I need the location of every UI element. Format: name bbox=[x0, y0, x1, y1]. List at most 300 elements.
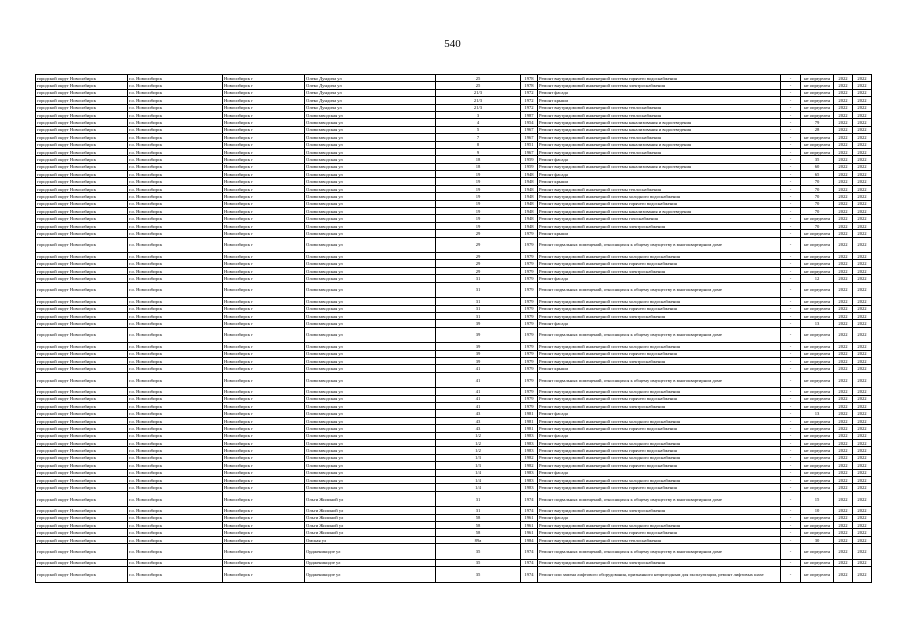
house-number-cell: 35 bbox=[436, 567, 521, 583]
district-cell: городской округ Новосибирск bbox=[36, 507, 128, 514]
locality-cell: Новосибирск г bbox=[223, 358, 305, 365]
cost-cell: не определен bbox=[801, 417, 834, 424]
house-number-cell: 39 bbox=[436, 350, 521, 357]
work-type-cell: Ремонт фасада bbox=[538, 275, 781, 282]
page-number: 540 bbox=[444, 38, 461, 50]
dash-cell: - bbox=[781, 178, 801, 185]
city-cell: г.о. Новосибирск bbox=[128, 282, 223, 298]
work-type-cell: Ремонт внутридомовой инженерной системы электроснабжения bbox=[538, 82, 781, 89]
district-cell: городской округ Новосибирск bbox=[36, 365, 128, 372]
start-year-cell: 2022 bbox=[834, 253, 853, 260]
end-year-cell: 2022 bbox=[853, 320, 872, 327]
cost-cell: не определен bbox=[801, 372, 834, 388]
house-number-cell: 1/2 bbox=[436, 432, 521, 439]
street-cell: Ольги Жилиной ул bbox=[305, 491, 436, 507]
end-year-cell: 2022 bbox=[853, 104, 872, 111]
district-cell: городской округ Новосибирск bbox=[36, 410, 128, 417]
table-row bbox=[36, 529, 872, 536]
locality-cell: Новосибирск г bbox=[223, 312, 305, 319]
street-cell: Оловозаводская ул bbox=[305, 327, 436, 343]
street-cell: Оловозаводская ул bbox=[305, 476, 436, 483]
cost-cell: не определен bbox=[801, 75, 834, 82]
house-number-cell: 89а bbox=[436, 536, 521, 543]
district-cell: городской округ Новосибирск bbox=[36, 388, 128, 395]
house-number-cell: 31 bbox=[436, 507, 521, 514]
street-cell: Оловозаводская ул bbox=[305, 447, 436, 454]
end-year-cell: 2022 bbox=[853, 305, 872, 312]
street-cell: Оловозаводская ул bbox=[305, 260, 436, 267]
start-year-cell: 2022 bbox=[834, 171, 853, 178]
end-year-cell: 2022 bbox=[853, 567, 872, 583]
street-cell: Оловозаводская ул bbox=[305, 134, 436, 141]
locality-cell: Новосибирск г bbox=[223, 388, 305, 395]
locality-cell: Новосибирск г bbox=[223, 215, 305, 222]
cost-cell: не определен bbox=[801, 440, 834, 447]
build-year-cell: 1979 bbox=[521, 350, 538, 357]
street-cell: Олеко Дундича ул bbox=[305, 104, 436, 111]
locality-cell: Новосибирск г bbox=[223, 491, 305, 507]
build-year-cell: 1984 bbox=[521, 536, 538, 543]
start-year-cell: 2022 bbox=[834, 365, 853, 372]
dash-cell: - bbox=[781, 559, 801, 566]
start-year-cell: 2022 bbox=[834, 417, 853, 424]
street-cell: Оловозаводская ул bbox=[305, 305, 436, 312]
work-type-cell: Ремонт подвальных помещений, относящихся к общему имуществу в многоквартирном доме bbox=[538, 327, 781, 343]
city-cell: г.о. Новосибирск bbox=[128, 514, 223, 521]
district-cell: городской округ Новосибирск bbox=[36, 484, 128, 491]
house-number-cell: 1/3 bbox=[436, 454, 521, 461]
city-cell: г.о. Новосибирск bbox=[128, 484, 223, 491]
street-cell: Омская ул bbox=[305, 536, 436, 543]
end-year-cell: 2022 bbox=[853, 171, 872, 178]
cost-cell: не определен bbox=[801, 148, 834, 155]
start-year-cell: 2022 bbox=[834, 567, 853, 583]
build-year-cell: 1959 bbox=[521, 156, 538, 163]
build-year-cell: 1978 bbox=[521, 82, 538, 89]
table-row bbox=[36, 267, 872, 274]
start-year-cell: 2022 bbox=[834, 222, 853, 229]
street-cell: Оловозаводская ул bbox=[305, 454, 436, 461]
street-cell: Оловозаводская ул bbox=[305, 171, 436, 178]
cost-cell: не определен bbox=[801, 343, 834, 350]
work-type-cell: Ремонт фасада bbox=[538, 320, 781, 327]
street-cell: Ольги Жилиной ул bbox=[305, 514, 436, 521]
city-cell: г.о. Новосибирск bbox=[128, 193, 223, 200]
work-type-cell: Ремонт фасада bbox=[538, 156, 781, 163]
table-row bbox=[36, 75, 872, 82]
cost-cell: 13 bbox=[801, 320, 834, 327]
city-cell: г.о. Новосибирск bbox=[128, 267, 223, 274]
table-row bbox=[36, 395, 872, 402]
city-cell: г.о. Новосибирск bbox=[128, 126, 223, 133]
end-year-cell: 2022 bbox=[853, 282, 872, 298]
work-type-cell: Ремонт внутридомовой инженерной системы горячего водоснабжения bbox=[538, 305, 781, 312]
work-type-cell: Ремонт подвальных помещений, относящихся к общему имуществу в многоквартирном доме bbox=[538, 237, 781, 253]
end-year-cell: 2022 bbox=[853, 454, 872, 461]
start-year-cell: 2022 bbox=[834, 215, 853, 222]
dash-cell: - bbox=[781, 222, 801, 229]
table-row bbox=[36, 141, 872, 148]
work-type-cell: Ремонт фасада bbox=[538, 469, 781, 476]
work-type-cell: Ремонт внутридомовой инженерной системы горячего водоснабжения bbox=[538, 484, 781, 491]
end-year-cell: 2022 bbox=[853, 89, 872, 96]
district-cell: городской округ Новосибирск bbox=[36, 544, 128, 560]
dash-cell: - bbox=[781, 215, 801, 222]
locality-cell: Новосибирск г bbox=[223, 522, 305, 529]
house-number-cell: 1/2 bbox=[436, 447, 521, 454]
build-year-cell: 1979 bbox=[521, 253, 538, 260]
locality-cell: Новосибирск г bbox=[223, 514, 305, 521]
dash-cell: - bbox=[781, 372, 801, 388]
end-year-cell: 2022 bbox=[853, 559, 872, 566]
start-year-cell: 2022 bbox=[834, 141, 853, 148]
build-year-cell: 1959 bbox=[521, 163, 538, 170]
cost-cell: не определен bbox=[801, 134, 834, 141]
table-row bbox=[36, 507, 872, 514]
start-year-cell: 2022 bbox=[834, 185, 853, 192]
end-year-cell: 2022 bbox=[853, 484, 872, 491]
street-cell: Ольги Жилиной ул bbox=[305, 522, 436, 529]
build-year-cell: 1967 bbox=[521, 134, 538, 141]
end-year-cell: 2022 bbox=[853, 178, 872, 185]
end-year-cell: 2022 bbox=[853, 507, 872, 514]
house-number-cell: 39 bbox=[436, 320, 521, 327]
locality-cell: Новосибирск г bbox=[223, 484, 305, 491]
end-year-cell: 2022 bbox=[853, 514, 872, 521]
dash-cell: - bbox=[781, 111, 801, 118]
house-number-cell: 29 bbox=[436, 260, 521, 267]
build-year-cell: 1974 bbox=[521, 559, 538, 566]
dash-cell: - bbox=[781, 462, 801, 469]
street-cell: Олеко Дундича ул bbox=[305, 89, 436, 96]
build-year-cell: 1979 bbox=[521, 343, 538, 350]
build-year-cell: 1961 bbox=[521, 529, 538, 536]
table-row bbox=[36, 156, 872, 163]
start-year-cell: 2022 bbox=[834, 193, 853, 200]
house-number-cell: 1/4 bbox=[436, 476, 521, 483]
city-cell: г.о. Новосибирск bbox=[128, 388, 223, 395]
house-number-cell: 1/3 bbox=[436, 462, 521, 469]
district-cell: городской округ Новосибирск bbox=[36, 476, 128, 483]
city-cell: г.о. Новосибирск bbox=[128, 215, 223, 222]
house-number-cell: 41 bbox=[436, 365, 521, 372]
locality-cell: Новосибирск г bbox=[223, 440, 305, 447]
cost-cell: 70 bbox=[801, 185, 834, 192]
table-row bbox=[36, 491, 872, 507]
cost-cell: не определен bbox=[801, 82, 834, 89]
start-year-cell: 2022 bbox=[834, 282, 853, 298]
house-number-cell: 39 bbox=[436, 358, 521, 365]
build-year-cell: 1972 bbox=[521, 89, 538, 96]
work-type-cell: Ремонт внутридомовой инженерной системы электроснабжения bbox=[538, 267, 781, 274]
street-cell: Ольги Жилиной ул bbox=[305, 507, 436, 514]
dash-cell: - bbox=[781, 522, 801, 529]
table-row bbox=[36, 215, 872, 222]
city-cell: г.о. Новосибирск bbox=[128, 417, 223, 424]
dash-cell: - bbox=[781, 298, 801, 305]
district-cell: городской округ Новосибирск bbox=[36, 141, 128, 148]
start-year-cell: 2022 bbox=[834, 476, 853, 483]
end-year-cell: 2022 bbox=[853, 395, 872, 402]
district-cell: городской округ Новосибирск bbox=[36, 454, 128, 461]
build-year-cell: 1951 bbox=[521, 141, 538, 148]
district-cell: городской округ Новосибирск bbox=[36, 148, 128, 155]
house-number-cell: 1/4 bbox=[436, 469, 521, 476]
street-cell: Оловозаводская ул bbox=[305, 417, 436, 424]
start-year-cell: 2022 bbox=[834, 89, 853, 96]
build-year-cell: 1948 bbox=[521, 222, 538, 229]
build-year-cell: 1979 bbox=[521, 327, 538, 343]
end-year-cell: 2022 bbox=[853, 469, 872, 476]
start-year-cell: 2022 bbox=[834, 267, 853, 274]
table-row bbox=[36, 230, 872, 237]
district-cell: городской округ Новосибирск bbox=[36, 89, 128, 96]
street-cell: Оловозаводская ул bbox=[305, 469, 436, 476]
house-number-cell: 8 bbox=[436, 141, 521, 148]
dash-cell: - bbox=[781, 417, 801, 424]
street-cell: Оловозаводская ул bbox=[305, 440, 436, 447]
start-year-cell: 2022 bbox=[834, 447, 853, 454]
table-row bbox=[36, 388, 872, 395]
house-number-cell: 39 bbox=[436, 343, 521, 350]
city-cell: г.о. Новосибирск bbox=[128, 148, 223, 155]
build-year-cell: 1982 bbox=[521, 462, 538, 469]
locality-cell: Новосибирск г bbox=[223, 469, 305, 476]
work-type-cell: Ремонт фасада bbox=[538, 171, 781, 178]
start-year-cell: 2022 bbox=[834, 260, 853, 267]
cost-cell: не определен bbox=[801, 544, 834, 560]
table-row bbox=[36, 559, 872, 566]
cost-cell: не определен bbox=[801, 89, 834, 96]
dash-cell: - bbox=[781, 395, 801, 402]
end-year-cell: 2022 bbox=[853, 237, 872, 253]
work-type-cell: Ремонт фасада bbox=[538, 410, 781, 417]
locality-cell: Новосибирск г bbox=[223, 163, 305, 170]
city-cell: г.о. Новосибирск bbox=[128, 469, 223, 476]
table-row bbox=[36, 134, 872, 141]
house-number-cell: 31 bbox=[436, 282, 521, 298]
build-year-cell: 1983 bbox=[521, 440, 538, 447]
locality-cell: Новосибирск г bbox=[223, 267, 305, 274]
dash-cell: - bbox=[781, 350, 801, 357]
table-row bbox=[36, 119, 872, 126]
table-row bbox=[36, 208, 872, 215]
city-cell: г.о. Новосибирск bbox=[128, 320, 223, 327]
build-year-cell: 1979 bbox=[521, 282, 538, 298]
district-cell: городской округ Новосибирск bbox=[36, 275, 128, 282]
start-year-cell: 2022 bbox=[834, 75, 853, 82]
table-row bbox=[36, 536, 872, 543]
work-type-cell: Ремонт внутридомовой инженерной системы электроснабжения bbox=[538, 559, 781, 566]
street-cell: Олеко Дундича ул bbox=[305, 97, 436, 104]
street-cell: Оловозаводская ул bbox=[305, 230, 436, 237]
city-cell: г.о. Новосибирск bbox=[128, 111, 223, 118]
dash-cell: - bbox=[781, 447, 801, 454]
dash-cell: - bbox=[781, 156, 801, 163]
street-cell: Оловозаводская ул bbox=[305, 222, 436, 229]
build-year-cell: 1961 bbox=[521, 522, 538, 529]
city-cell: г.о. Новосибирск bbox=[128, 260, 223, 267]
house-number-cell: 21/3 bbox=[436, 89, 521, 96]
cost-cell: не определен bbox=[801, 447, 834, 454]
table-row bbox=[36, 432, 872, 439]
cost-cell: 28 bbox=[801, 126, 834, 133]
end-year-cell: 2022 bbox=[853, 215, 872, 222]
city-cell: г.о. Новосибирск bbox=[128, 567, 223, 583]
table-row bbox=[36, 298, 872, 305]
build-year-cell: 1979 bbox=[521, 312, 538, 319]
house-number-cell: 41 bbox=[436, 403, 521, 410]
start-year-cell: 2022 bbox=[834, 403, 853, 410]
street-cell: Оловозаводская ул bbox=[305, 312, 436, 319]
locality-cell: Новосибирск г bbox=[223, 141, 305, 148]
house-number-cell: 31 bbox=[436, 491, 521, 507]
street-cell: Ордженикидзе ул bbox=[305, 544, 436, 560]
work-type-cell: Ремонт внутридомовой инженерной системы холодного водоснабжения bbox=[538, 253, 781, 260]
dash-cell: - bbox=[781, 171, 801, 178]
locality-cell: Новосибирск г bbox=[223, 425, 305, 432]
street-cell: Олеко Дундича ул bbox=[305, 75, 436, 82]
work-type-cell: Ремонт внутридомовой инженерной системы холодного водоснабжения bbox=[538, 476, 781, 483]
start-year-cell: 2022 bbox=[834, 507, 853, 514]
street-cell: Оловозаводская ул bbox=[305, 111, 436, 118]
locality-cell: Новосибирск г bbox=[223, 104, 305, 111]
house-number-cell: 29 bbox=[436, 230, 521, 237]
build-year-cell: 1974 bbox=[521, 491, 538, 507]
street-cell: Оловозаводская ул bbox=[305, 215, 436, 222]
build-year-cell: 1979 bbox=[521, 358, 538, 365]
dash-cell: - bbox=[781, 260, 801, 267]
table-row bbox=[36, 403, 872, 410]
city-cell: г.о. Новосибирск bbox=[128, 230, 223, 237]
house-number-cell: 41 bbox=[436, 388, 521, 395]
end-year-cell: 2022 bbox=[853, 193, 872, 200]
start-year-cell: 2022 bbox=[834, 343, 853, 350]
end-year-cell: 2022 bbox=[853, 185, 872, 192]
locality-cell: Новосибирск г bbox=[223, 403, 305, 410]
district-cell: городской округ Новосибирск bbox=[36, 440, 128, 447]
dash-cell: - bbox=[781, 440, 801, 447]
work-type-cell: Ремонт фасада bbox=[538, 432, 781, 439]
district-cell: городской округ Новосибирск bbox=[36, 97, 128, 104]
house-number-cell: 58 bbox=[436, 529, 521, 536]
end-year-cell: 2022 bbox=[853, 119, 872, 126]
work-type-cell: Ремонт крыши bbox=[538, 230, 781, 237]
work-type-cell: Ремонт внутридомовой инженерной системы теплоснабжения bbox=[538, 134, 781, 141]
cost-cell: не определен bbox=[801, 358, 834, 365]
house-number-cell: 31 bbox=[436, 305, 521, 312]
house-number-cell: 1/4 bbox=[436, 484, 521, 491]
locality-cell: Новосибирск г bbox=[223, 559, 305, 566]
house-number-cell: 39 bbox=[436, 327, 521, 343]
start-year-cell: 2022 bbox=[834, 312, 853, 319]
cost-cell: 70 bbox=[801, 200, 834, 207]
locality-cell: Новосибирск г bbox=[223, 536, 305, 543]
street-cell: Оловозаводская ул bbox=[305, 237, 436, 253]
dash-cell: - bbox=[781, 469, 801, 476]
end-year-cell: 2022 bbox=[853, 529, 872, 536]
work-type-cell: Ремонт внутридомовой инженерной системы холодного водоснабжения bbox=[538, 193, 781, 200]
work-type-cell: Ремонт внутридомовой инженерной системы горячего водоснабжения bbox=[538, 395, 781, 402]
start-year-cell: 2022 bbox=[834, 536, 853, 543]
locality-cell: Новосибирск г bbox=[223, 454, 305, 461]
street-cell: Оловозаводская ул bbox=[305, 388, 436, 395]
street-cell: Оловозаводская ул bbox=[305, 275, 436, 282]
build-year-cell: 1972 bbox=[521, 97, 538, 104]
street-cell: Оловозаводская ул bbox=[305, 395, 436, 402]
cost-cell: не определен bbox=[801, 111, 834, 118]
street-cell: Оловозаводская ул bbox=[305, 432, 436, 439]
dash-cell: - bbox=[781, 75, 801, 82]
locality-cell: Новосибирск г bbox=[223, 327, 305, 343]
dash-cell: - bbox=[781, 491, 801, 507]
build-year-cell: 1974 bbox=[521, 567, 538, 583]
build-year-cell: 1979 bbox=[521, 388, 538, 395]
start-year-cell: 2022 bbox=[834, 97, 853, 104]
locality-cell: Новосибирск г bbox=[223, 343, 305, 350]
work-type-cell: Ремонт внутридомовой инженерной системы горячего водоснабжения bbox=[538, 425, 781, 432]
street-cell: Оловозаводская ул bbox=[305, 163, 436, 170]
end-year-cell: 2022 bbox=[853, 222, 872, 229]
city-cell: г.о. Новосибирск bbox=[128, 462, 223, 469]
district-cell: городской округ Новосибирск bbox=[36, 491, 128, 507]
cost-cell: 30 bbox=[801, 536, 834, 543]
city-cell: г.о. Новосибирск bbox=[128, 522, 223, 529]
street-cell: Оловозаводская ул bbox=[305, 185, 436, 192]
district-cell: городской округ Новосибирск bbox=[36, 267, 128, 274]
district-cell: городской округ Новосибирск bbox=[36, 163, 128, 170]
district-cell: городской округ Новосибирск bbox=[36, 432, 128, 439]
street-cell: Ордженикидзе ул bbox=[305, 567, 436, 583]
city-cell: г.о. Новосибирск bbox=[128, 372, 223, 388]
table-row bbox=[36, 447, 872, 454]
district-cell: городской округ Новосибирск bbox=[36, 208, 128, 215]
house-number-cell: 58 bbox=[436, 514, 521, 521]
end-year-cell: 2022 bbox=[853, 148, 872, 155]
work-type-cell: Ремонт подвальных помещений, относящихся к общему имуществу в многоквартирном доме bbox=[538, 491, 781, 507]
city-cell: г.о. Новосибирск bbox=[128, 403, 223, 410]
work-type-cell: Ремонт внутридомовой инженерной системы теплоснабжения bbox=[538, 104, 781, 111]
start-year-cell: 2022 bbox=[834, 178, 853, 185]
district-cell: городской округ Новосибирск bbox=[36, 104, 128, 111]
street-cell: Оловозаводская ул bbox=[305, 358, 436, 365]
street-cell: Оловозаводская ул bbox=[305, 126, 436, 133]
table-row bbox=[36, 222, 872, 229]
district-cell: городской округ Новосибирск bbox=[36, 298, 128, 305]
work-type-cell: Ремонт крыши bbox=[538, 178, 781, 185]
build-year-cell: 1983 bbox=[521, 432, 538, 439]
street-cell: Оловозаводская ул bbox=[305, 372, 436, 388]
work-type-cell: Ремонт внутридомовой инженерной системы канализования и водоотведения bbox=[538, 208, 781, 215]
work-type-cell: Ремонт внутридомовой инженерной системы теплоснабжения bbox=[538, 148, 781, 155]
end-year-cell: 2022 bbox=[853, 312, 872, 319]
house-number-cell: 31 bbox=[436, 275, 521, 282]
table-row bbox=[36, 522, 872, 529]
locality-cell: Новосибирск г bbox=[223, 193, 305, 200]
dash-cell: - bbox=[781, 403, 801, 410]
district-cell: городской округ Новосибирск bbox=[36, 171, 128, 178]
cost-cell: 70 bbox=[801, 178, 834, 185]
dash-cell: - bbox=[781, 267, 801, 274]
end-year-cell: 2022 bbox=[853, 365, 872, 372]
district-cell: городской округ Новосибирск bbox=[36, 417, 128, 424]
cost-cell: 70 bbox=[801, 193, 834, 200]
end-year-cell: 2022 bbox=[853, 388, 872, 395]
street-cell: Оловозаводская ул bbox=[305, 350, 436, 357]
dash-cell: - bbox=[781, 410, 801, 417]
dash-cell: - bbox=[781, 282, 801, 298]
work-type-cell: Ремонт или замена лифтового оборудования, признанного непригодным для эксплуатации, ремонт лифтовых шахт bbox=[538, 567, 781, 583]
